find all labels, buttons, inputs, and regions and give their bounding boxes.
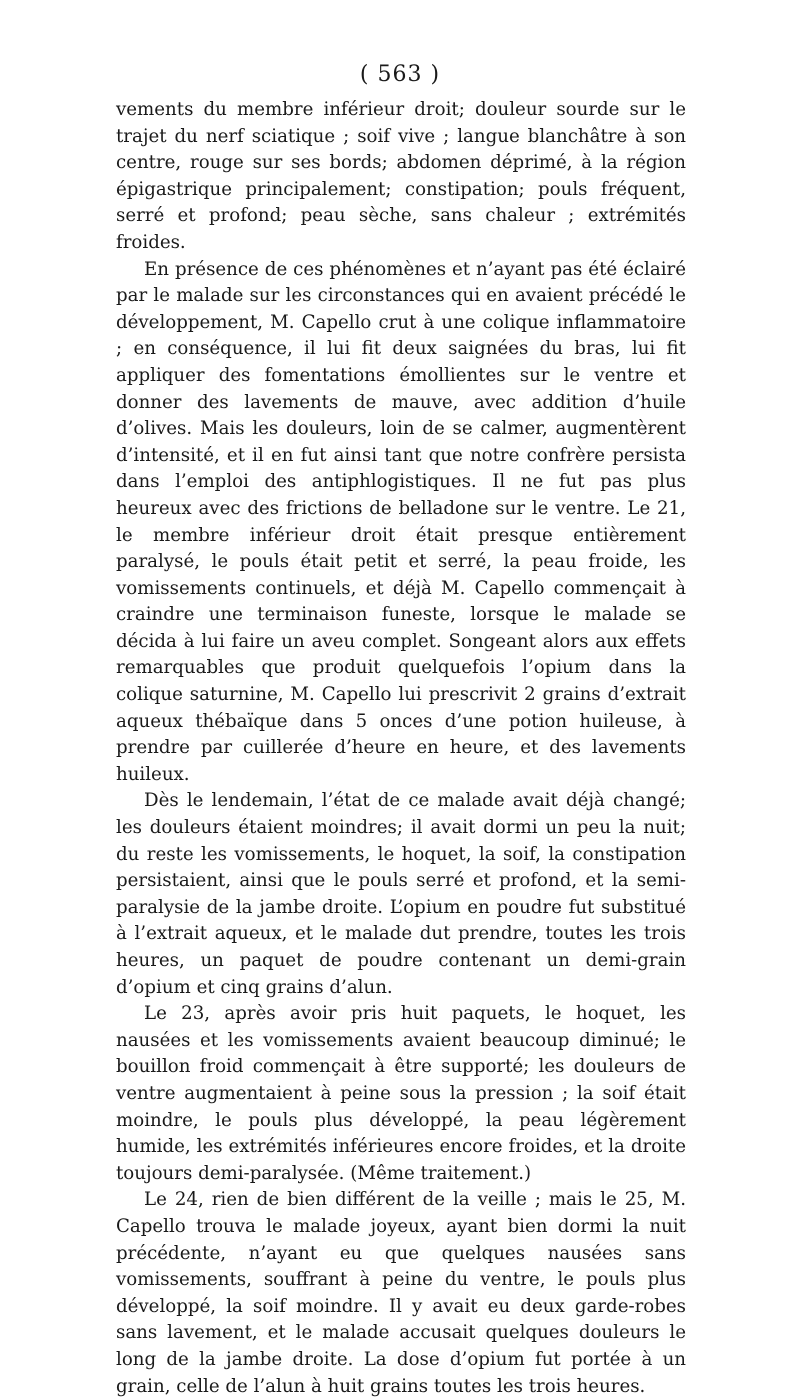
paragraph-le-24: Le 24, rien de bien différent de la veille ; mais le 25, M. Capello trouva le malade joyeux, ayant bien dormi la nuit précédente, n’ayant eu que quelques nausées sans vomissements, souffrant à peine du ventre, le pouls plus développé, la soif moindre. Il y avait eu deux garde-robes sans lavement, et le malade accusait quelques douleurs le long de la jambe droite. La dose d’opium fut portée à un grain, celle de l’alun à huit grains toutes les trois heures. bbox=[116, 1189, 686, 1397]
paragraph-continuation: vements du membre inférieur droit; douleur sourde sur le trajet du nerf sciatique ; soif vive ; langue blanchâtre à son centre, rouge sur ses bords; abdomen déprimé, à la région épigastrique principalement; constipation; pouls fréquent, serré et profond; peau sèche, sans chaleur ; extrémités froides. bbox=[116, 99, 686, 253]
paragraph-lendemain: Dès le lendemain, l’état de ce malade avait déjà changé; les douleurs étaient moindres; il avait dormi un peu la nuit; du reste les vomissements, le hoquet, la soif, la constipation persistaient, ainsi que le pouls serré et profond, et la semi-paralysie de la jambe droite. L’opium en poudre fut substitué à l’extrait aqueux, et le malade dut prendre, toutes les trois heures, un paquet de poudre contenant un demi-grain d’opium et cinq grains d’alun. bbox=[116, 790, 686, 998]
paragraph-le-23: Le 23, après avoir pris huit paquets, le hoquet, les nausées et les vomissements avaient beaucoup diminué; le bouillon froid commençait à être supporté; les douleurs de ventre augmentaient à peine sous la pression ; la soif était moindre, le pouls plus développé, la peau légèrement humide, les extrémités inférieures encore froides, et la droite toujours demi-paralysée. (Même traitement.) bbox=[116, 1003, 686, 1184]
paragraph-presence: En présence de ces phénomènes et n’ayant pas été éclairé par le malade sur les circonstances qui en avaient précédé le développement, M. Capello crut à une colique inflammatoire ; en conséquence, il lui fit deux saignées du bras, lui fit appliquer des fomentations émollientes sur le ventre et donner des lavements de mauve, avec addition d’huile d’olives. Mais les douleurs, loin de se calmer, augmentèrent d’intensité, et il en fut ainsi tant que notre confrère persista dans l’emploi des antiphlogistiques. Il ne fut pas plus heureux avec des frictions de belladone sur le ventre. Le 21, le membre inférieur droit était presque entièrement paralysé, le pouls était petit et serré, la peau froide, les vomissements continuels, et déjà M. Capello commençait à craindre une terminaison funeste, lorsque le malade se décida à lui faire un aveu complet. Songeant alors aux effets remarquables que produit quelquefois l’opium dans la colique saturnine, M. Capello lui prescrivit 2 grains d’extrait aqueux thébaïque dans 5 onces d’une potion huileuse, à prendre par cuillerée d’heure en heure, et des lavements huileux. bbox=[116, 258, 686, 785]
page-number: ( 563 ) bbox=[359, 62, 441, 87]
body-text bbox=[116, 97, 686, 1400]
